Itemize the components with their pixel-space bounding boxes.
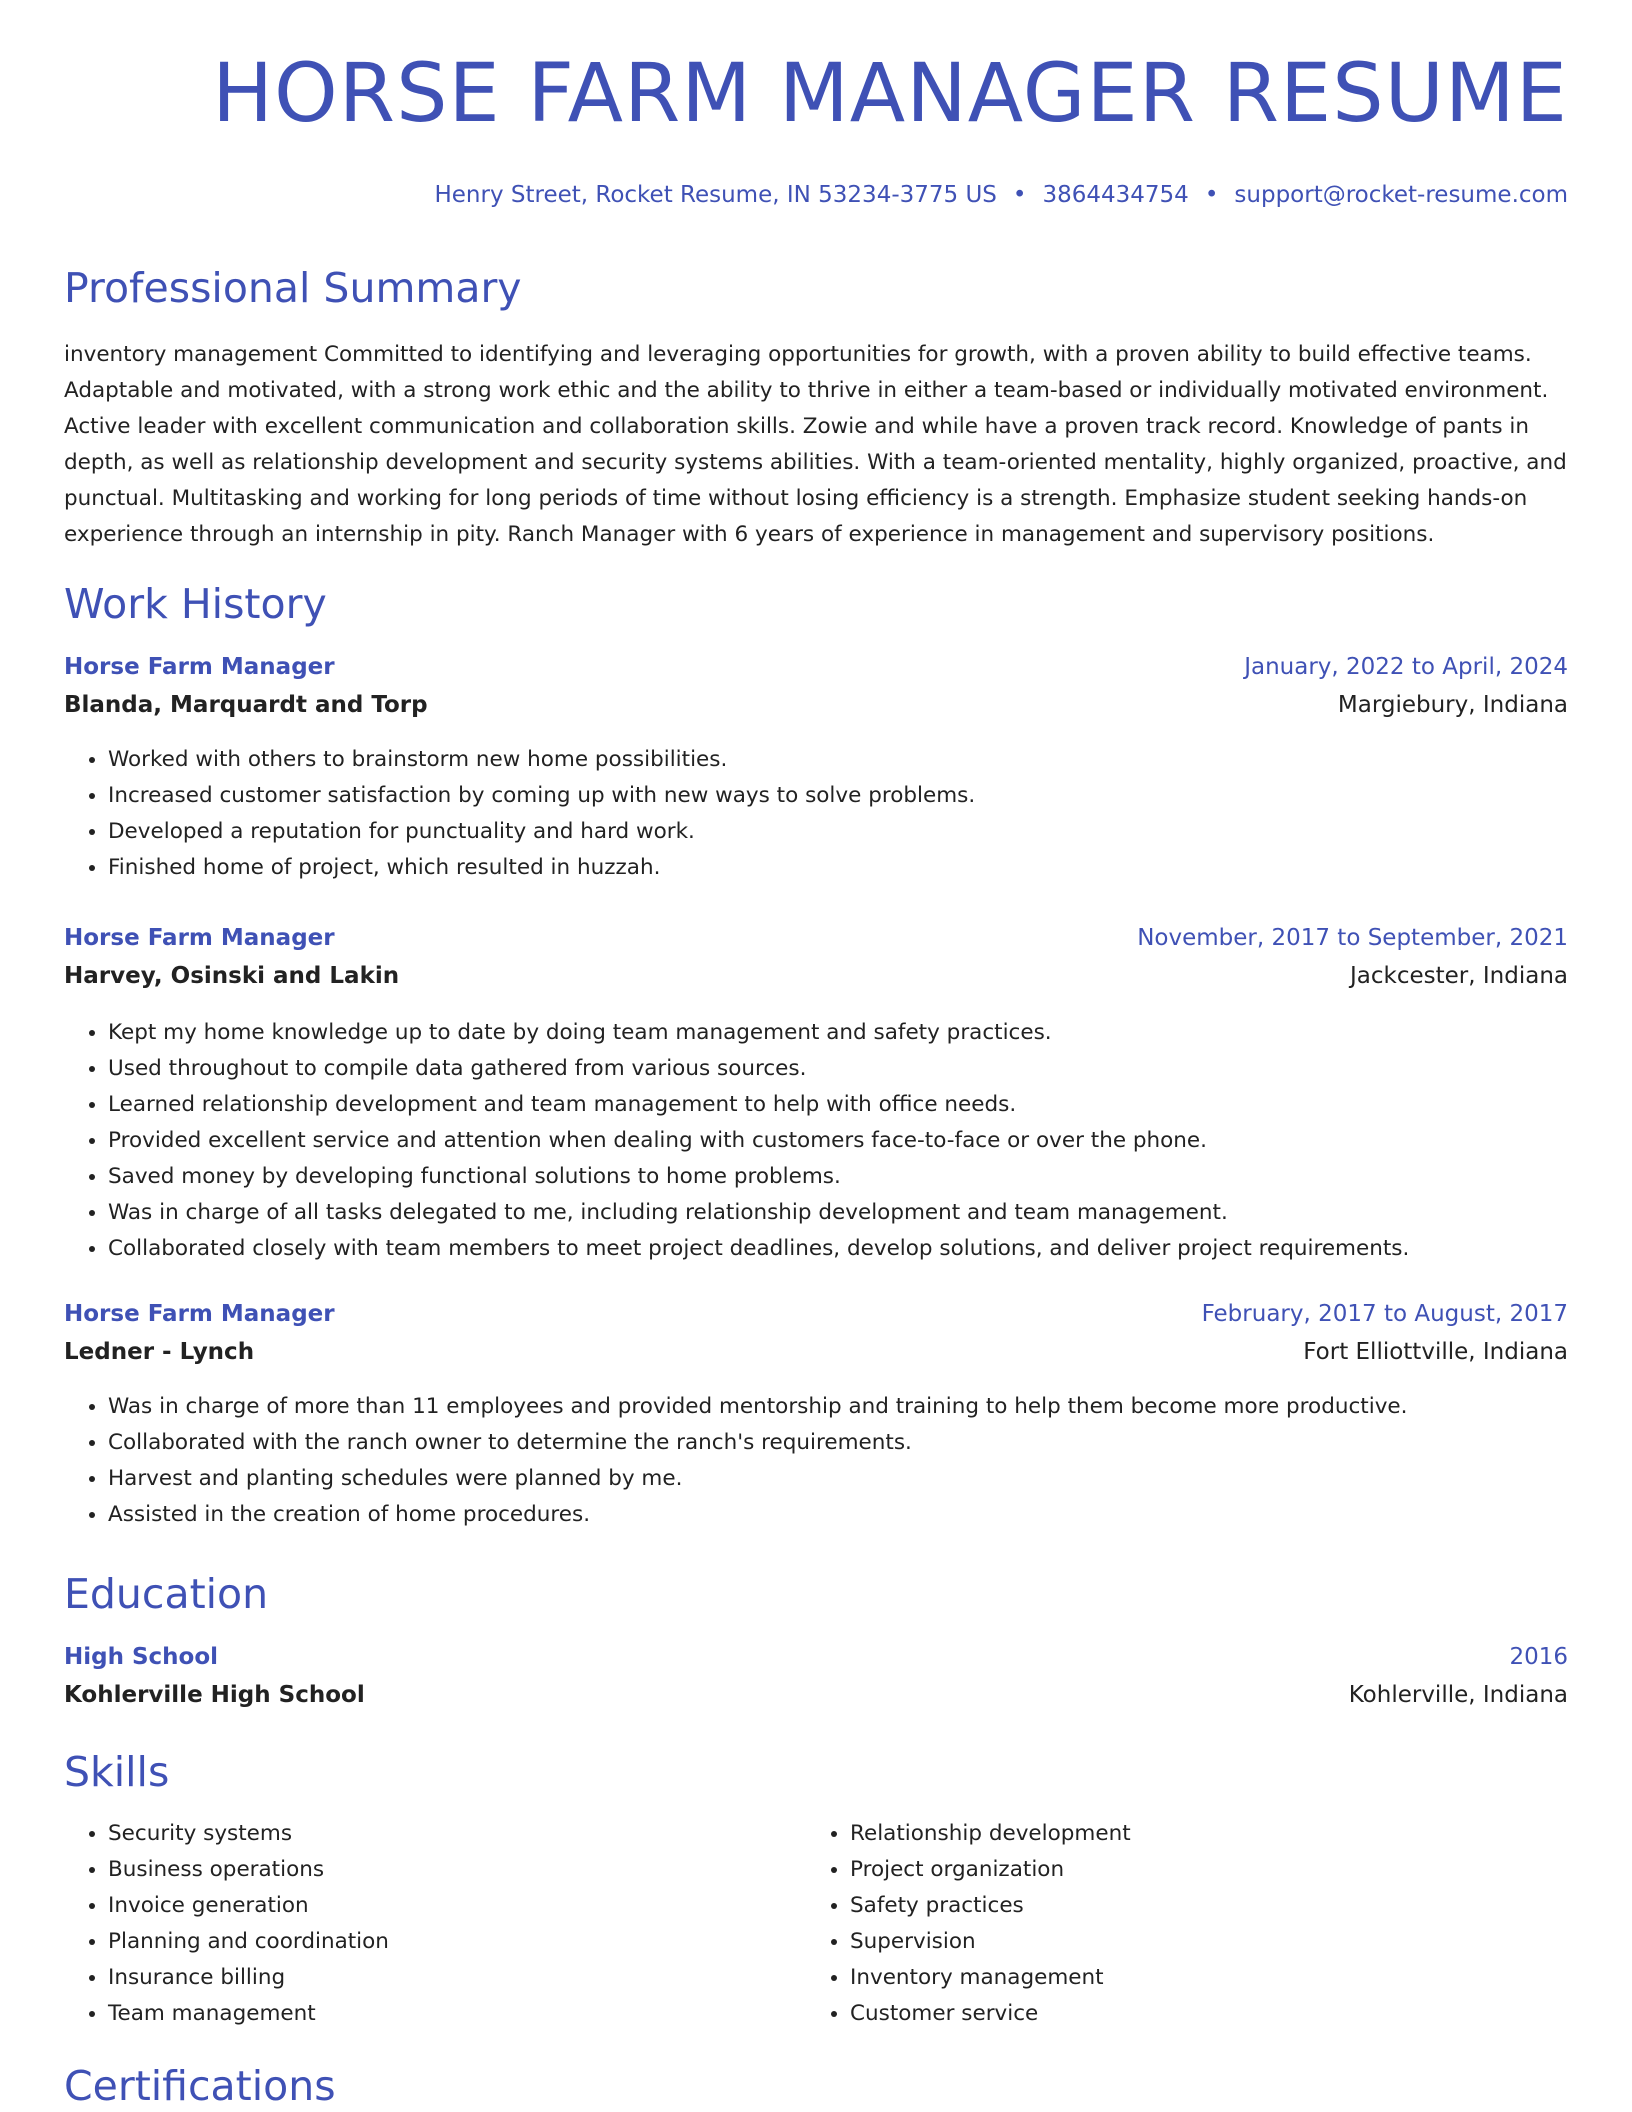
contact-separator: • — [1012, 182, 1027, 208]
skill-item: • Planning and coordination — [108, 1924, 808, 1960]
skills-column-right — [806, 1816, 1550, 2032]
education-entry — [64, 1644, 1568, 1718]
job-company: Blanda, Marquardt and Torp — [64, 692, 428, 718]
job-bullet: • Increased customer satisfaction by coming up with new ways to solve problems. — [108, 778, 1568, 814]
skill-item: • Insurance billing — [108, 1960, 808, 1996]
contact-email[interactable]: support@rocket-resume.com — [1234, 182, 1568, 208]
contact-phone: 3864434754 — [1042, 182, 1189, 208]
job-company: Ledner - Lynch — [64, 1339, 255, 1365]
job-bullet: • Provided excellent service and attention when dealing with customers face-to-face or over the phone. — [108, 1123, 1568, 1159]
job-entry — [64, 654, 1568, 886]
skill-item: • Safety practices — [850, 1888, 1550, 1924]
resume-page — [64, 0, 1568, 2110]
job-bullet: • Collaborated closely with team members to meet project deadlines, develop solutions, and deliver project requirements. — [108, 1231, 1568, 1267]
education-location: Kohlerville, Indiana — [1348, 1682, 1568, 1708]
job-title: Horse Farm Manager — [64, 654, 335, 680]
job-bullet: • Harvest and planting schedules were planned by me. — [108, 1461, 1568, 1497]
education-heading: Education — [64, 1570, 269, 1618]
job-bullet: • Kept my home knowledge up to date by doing team management and safety practices. — [108, 1015, 1568, 1051]
job-dates: January, 2022 to April, 2024 — [1244, 654, 1568, 680]
job-bullets — [64, 1015, 1568, 1267]
job-company: Harvey, Osinski and Lakin — [64, 963, 400, 989]
skills-column-left — [64, 1816, 808, 2032]
job-bullets — [64, 1389, 1568, 1533]
education-degree: High School — [64, 1644, 219, 1670]
contact-separator: • — [1204, 182, 1219, 208]
job-title: Horse Farm Manager — [64, 925, 335, 951]
resume-title: HORSE FARM MANAGER RESUME — [212, 47, 1568, 141]
certifications-heading: Certifications — [64, 2062, 336, 2110]
job-location: Fort Elliottville, Indiana — [1303, 1339, 1568, 1365]
skill-item: • Project organization — [850, 1852, 1550, 1888]
work-history-heading: Work History — [64, 580, 327, 628]
job-bullet: • Learned relationship development and team management to help with office needs. — [108, 1087, 1568, 1123]
skill-item: • Customer service — [850, 1996, 1550, 2032]
job-location: Margiebury, Indiana — [1337, 692, 1568, 718]
skills-section — [64, 1748, 1568, 1796]
education-section — [64, 1570, 1568, 1618]
job-bullet: • Was in charge of all tasks delegated to me, including relationship development and team management. — [108, 1195, 1568, 1231]
job-bullet: • Collaborated with the ranch owner to determine the ranch's requirements. — [108, 1425, 1568, 1461]
skill-item: • Inventory management — [850, 1960, 1550, 1996]
skill-item: • Team management — [108, 1996, 808, 2032]
skill-item: • Relationship development — [850, 1816, 1550, 1852]
certifications-section — [64, 2062, 1568, 2110]
job-bullet: • Used throughout to compile data gathered from various sources. — [108, 1051, 1568, 1087]
skill-item: • Business operations — [108, 1852, 808, 1888]
job-dates: November, 2017 to September, 2021 — [1137, 925, 1568, 951]
job-location: Jackcester, Indiana — [1350, 963, 1568, 989]
job-bullet: • Finished home of project, which resulted in huzzah. — [108, 850, 1568, 886]
contact-address: Henry Street, Rocket Resume, IN 53234-3775 US — [434, 182, 997, 208]
job-bullets — [64, 742, 1568, 886]
education-year: 2016 — [1509, 1644, 1568, 1670]
job-bullet: • Assisted in the creation of home procedures. — [108, 1497, 1568, 1533]
job-dates: February, 2017 to August, 2017 — [1201, 1301, 1568, 1327]
work-history-section — [64, 580, 1568, 628]
summary-text: inventory management Committed to identifying and leveraging opportunities for growth, with a proven ability to build effective teams. Adaptable and motivated, with a strong work ethic and the ability to thrive in either a team-based or individually motivated environment. Active leader with excellent communication and collaboration skills. Zowie and while have a proven track record. Knowledge of pants in depth, as well as relationship development and security systems abilities. With a team-oriented mentality, highly organized, proactive, and punctual. Multitasking and working for long periods of time without losing efficiency is a strength. Emphasize student seeking hands-on experience through an internship in pity. Ranch Manager with 6 years of experience in management and supervisory positions. — [64, 342, 1567, 547]
job-bullet: • Developed a reputation for punctuality and hard work. — [108, 814, 1568, 850]
skill-item: • Supervision — [850, 1924, 1550, 1960]
job-bullet: • Saved money by developing functional solutions to home problems. — [108, 1159, 1568, 1195]
skill-item: • Invoice generation — [108, 1888, 808, 1924]
job-entry — [64, 1301, 1568, 1533]
job-entry — [64, 925, 1568, 1267]
contact-line — [434, 182, 1568, 208]
summary-section — [64, 264, 1568, 553]
education-school: Kohlerville High School — [64, 1682, 365, 1708]
summary-heading: Professional Summary — [64, 264, 522, 312]
job-bullet: • Was in charge of more than 11 employees and provided mentorship and training to help them become more productive. — [108, 1389, 1568, 1425]
job-title: Horse Farm Manager — [64, 1301, 335, 1327]
skills-list — [64, 1816, 1568, 2032]
skills-heading: Skills — [64, 1748, 170, 1796]
skill-item: • Security systems — [108, 1816, 808, 1852]
job-bullet: • Worked with others to brainstorm new home possibilities. — [108, 742, 1568, 778]
